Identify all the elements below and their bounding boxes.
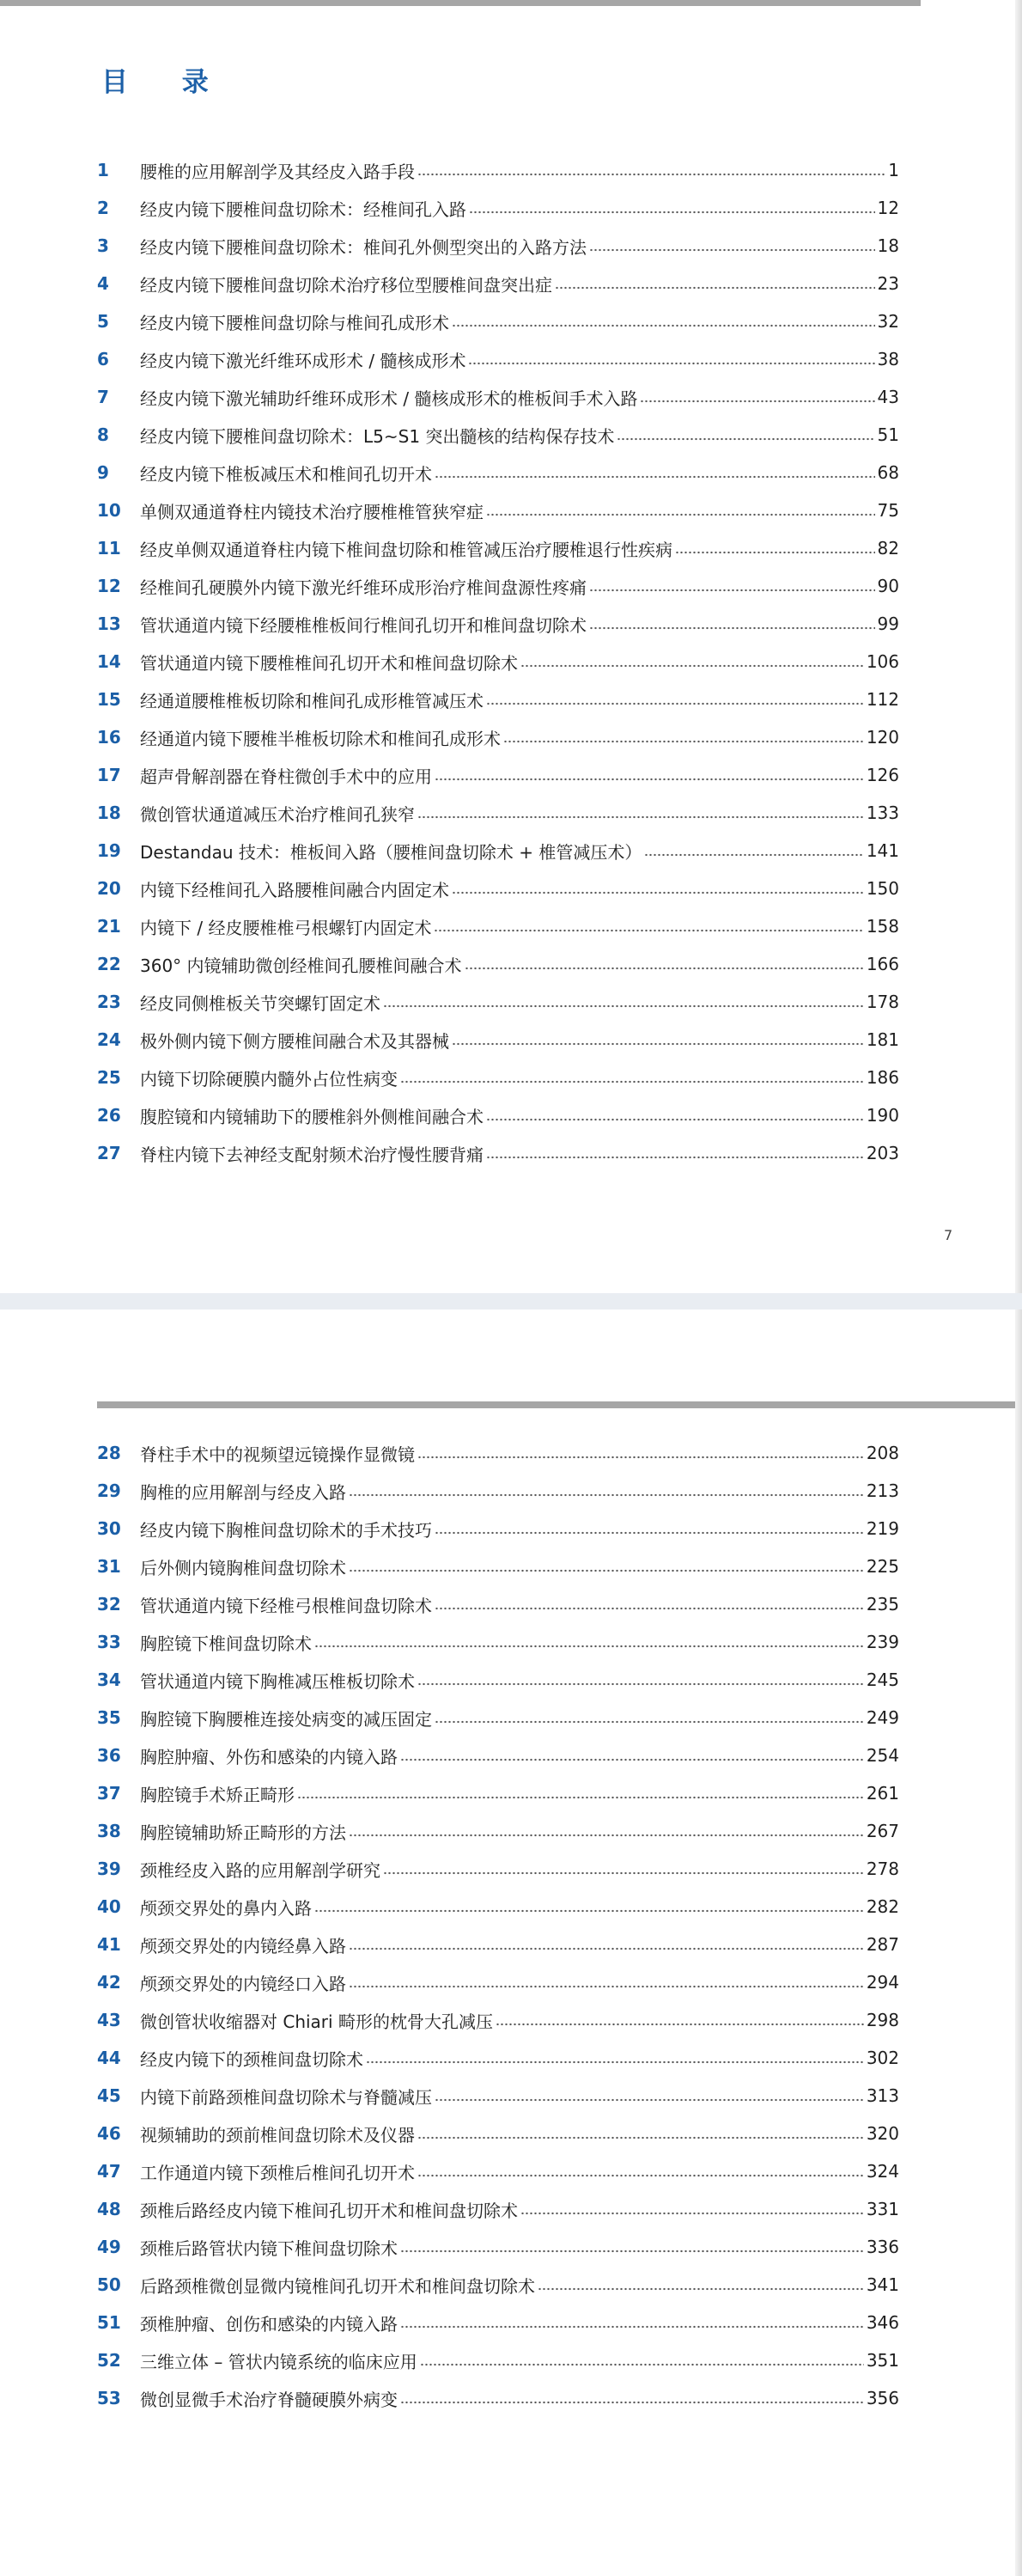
chapter-title: 颈椎后路经皮内镜下椎间孔切开术和椎间盘切除术 <box>140 2200 518 2221</box>
chapter-number: 9 <box>97 462 109 483</box>
chapter-page: 32 <box>877 311 899 332</box>
chapter-number: 49 <box>97 2237 121 2257</box>
dot-leader <box>400 1747 864 1764</box>
dot-leader <box>400 1069 864 1086</box>
chapter-title: 内镜下前路颈椎间盘切除术与脊髓减压 <box>140 2086 432 2108</box>
chapter-title: 颅颈交界处的鼻内入路 <box>140 1897 312 1919</box>
dot-leader <box>435 1520 864 1537</box>
chapter-page: 213 <box>866 1480 899 1501</box>
chapter-number: 3 <box>97 235 109 256</box>
dot-leader <box>349 1822 864 1840</box>
chapter-page: 43 <box>877 387 899 407</box>
toc-entry[interactable] <box>97 832 899 870</box>
toc-entry[interactable] <box>97 491 899 529</box>
dot-leader <box>417 162 885 179</box>
chapter-page: 267 <box>866 1821 899 1841</box>
chapter-page: 287 <box>866 1934 899 1955</box>
chapter-title: 超声骨解剖器在脊柱微创手术中的应用 <box>140 766 432 787</box>
toc-entry[interactable] <box>97 265 899 302</box>
toc-entry[interactable] <box>97 567 899 605</box>
chapter-number: 51 <box>97 2312 121 2333</box>
dot-leader <box>417 804 864 821</box>
chapter-page: 75 <box>877 500 899 521</box>
dot-leader <box>435 464 875 481</box>
dot-leader <box>420 2352 864 2369</box>
chapter-page: 313 <box>866 2085 899 2106</box>
toc-entry[interactable] <box>97 1585 899 1623</box>
chapter-number: 22 <box>97 954 121 974</box>
chapter-title: 经椎间孔硬膜外内镜下激光纤维环成形治疗椎间盘源性疼痛 <box>140 577 587 598</box>
dot-leader <box>503 729 864 746</box>
chapter-page: 158 <box>866 916 899 937</box>
chapter-number: 21 <box>97 916 121 937</box>
chapter-title: 腰椎的应用解剖学及其经皮入路手段 <box>140 161 415 182</box>
chapter-page: 18 <box>877 235 899 256</box>
chapter-number: 18 <box>97 803 121 823</box>
toc-entry[interactable] <box>97 870 899 907</box>
header-rule <box>0 0 921 6</box>
chapter-number: 11 <box>97 538 121 559</box>
dot-leader <box>417 2125 864 2142</box>
dot-leader <box>349 1482 864 1499</box>
toc-entry[interactable] <box>97 2152 899 2190</box>
chapter-number: 48 <box>97 2199 121 2219</box>
chapter-page: 23 <box>877 273 899 294</box>
chapter-page: 324 <box>866 2161 899 2182</box>
chapter-page: 341 <box>866 2274 899 2295</box>
chapter-page: 181 <box>866 1029 899 1050</box>
chapter-page: 278 <box>866 1859 899 1879</box>
dot-leader <box>520 2201 864 2218</box>
chapter-page: 82 <box>877 538 899 559</box>
chapter-title: 脊柱手术中的视频望远镜操作显微镜 <box>140 1444 415 1465</box>
toc-list <box>97 151 899 1172</box>
chapter-number: 42 <box>97 1972 121 1993</box>
toc-entry[interactable] <box>97 227 899 265</box>
dot-leader <box>366 2049 864 2066</box>
toc-entry[interactable] <box>97 2379 899 2417</box>
dot-leader <box>469 199 875 217</box>
chapter-page: 68 <box>877 462 899 483</box>
chapter-title: 经皮内镜下椎板减压术和椎间孔切开术 <box>140 463 432 485</box>
dot-leader <box>349 1558 864 1575</box>
chapter-page: 261 <box>866 1783 899 1804</box>
chapter-number: 40 <box>97 1896 121 1917</box>
toc-entry[interactable] <box>97 1059 899 1096</box>
chapter-page: 336 <box>866 2237 899 2257</box>
chapter-page: 302 <box>866 2048 899 2068</box>
chapter-number: 30 <box>97 1518 121 1539</box>
chapter-number: 1 <box>97 160 109 180</box>
dot-leader <box>349 1974 864 1991</box>
dot-leader <box>644 842 863 859</box>
dot-leader <box>486 691 864 708</box>
dot-leader <box>297 1785 864 1802</box>
chapter-title: 经皮内镜下腰椎间盘切除术：L5~S1 突出髓核的结构保存技术 <box>140 425 615 447</box>
chapter-page: 190 <box>866 1105 899 1126</box>
toc-entry[interactable] <box>97 1963 899 2001</box>
chapter-title: 经皮内镜下腰椎间盘切除术：经椎间孔入路 <box>140 198 466 220</box>
chapter-title: 360° 内镜辅助微创经椎间孔腰椎间融合术 <box>140 955 462 976</box>
chapter-number: 34 <box>97 1670 121 1690</box>
chapter-title: 视频辅助的颈前椎间盘切除术及仪器 <box>140 2124 415 2146</box>
toc-entry[interactable] <box>97 189 899 227</box>
toc-entry[interactable] <box>97 2001 899 2039</box>
chapter-number: 47 <box>97 2161 121 2182</box>
chapter-number: 39 <box>97 1859 121 1879</box>
chapter-number: 4 <box>97 273 109 294</box>
chapter-title: 颅颈交界处的内镜经口入路 <box>140 1973 346 1994</box>
chapter-number: 52 <box>97 2350 121 2371</box>
chapter-title: 极外侧内镜下侧方腰椎间融合术及其器械 <box>140 1030 449 1052</box>
dot-leader <box>496 2011 864 2029</box>
dot-leader <box>486 1107 864 1124</box>
chapter-page: 294 <box>866 1972 899 1993</box>
toc-entry[interactable] <box>97 2304 899 2341</box>
dot-leader <box>417 1671 864 1688</box>
toc-entry[interactable] <box>97 2341 899 2379</box>
chapter-number: 36 <box>97 1745 121 1766</box>
chapter-title: 工作通道内镜下颈椎后椎间孔切开术 <box>140 2162 415 2183</box>
chapter-number: 44 <box>97 2048 121 2068</box>
dot-leader <box>452 1031 864 1048</box>
chapter-title: 内镜下切除硬膜内髓外占位性病变 <box>140 1068 398 1090</box>
chapter-page: 219 <box>866 1518 899 1539</box>
chapter-title: 颅颈交界处的内镜经鼻入路 <box>140 1935 346 1956</box>
toc-entry[interactable] <box>97 2039 899 2077</box>
chapter-number: 20 <box>97 878 121 899</box>
chapter-page: 225 <box>866 1556 899 1577</box>
dot-leader <box>486 502 875 519</box>
dot-leader <box>640 388 874 406</box>
toc-entry[interactable] <box>97 416 899 454</box>
chapter-title: 腹腔镜和内镜辅助下的腰椎斜外侧椎间融合术 <box>140 1106 484 1127</box>
dot-leader <box>349 1936 864 1953</box>
toc-entry[interactable] <box>97 756 899 794</box>
chapter-number: 38 <box>97 1821 121 1841</box>
chapter-title: Destandau 技术：椎板间入路（腰椎间盘切除术 + 椎管减压术） <box>140 841 642 863</box>
chapter-number: 6 <box>97 349 109 369</box>
chapter-title: 经皮同侧椎板关节突螺钉固定术 <box>140 992 380 1014</box>
toc-entry[interactable] <box>97 2115 899 2152</box>
toc-entry[interactable] <box>97 1774 899 1812</box>
toc-entry[interactable] <box>97 529 899 567</box>
chapter-number: 37 <box>97 1783 121 1804</box>
toc-entry[interactable] <box>97 1434 899 1472</box>
chapter-number: 16 <box>97 727 121 748</box>
chapter-number: 17 <box>97 765 121 785</box>
chapter-number: 24 <box>97 1029 121 1050</box>
chapter-title: 后路颈椎微创显微内镜椎间孔切开术和椎间盘切除术 <box>140 2275 535 2297</box>
chapter-number: 35 <box>97 1707 121 1728</box>
chapter-page: 249 <box>866 1707 899 1728</box>
chapter-number: 43 <box>97 2010 121 2030</box>
chapter-number: 25 <box>97 1067 121 1088</box>
chapter-number: 31 <box>97 1556 121 1577</box>
chapter-page: 112 <box>866 689 899 710</box>
chapter-page: 126 <box>866 765 899 785</box>
toc-entry[interactable] <box>97 794 899 832</box>
chapter-page: 120 <box>866 727 899 748</box>
chapter-title: 胸腔镜下椎间盘切除术 <box>140 1633 312 1654</box>
toc-entry[interactable] <box>97 1926 899 1963</box>
dot-leader <box>465 955 864 973</box>
chapter-page: 282 <box>866 1896 899 1917</box>
dot-leader <box>314 1898 864 1915</box>
dot-leader <box>452 313 875 330</box>
chapter-title: 经皮内镜下腰椎间盘切除与椎间孔成形术 <box>140 312 449 333</box>
chapter-title: 三维立体 – 管状内镜系统的临床应用 <box>140 2351 417 2372</box>
chapter-title: 管状通道内镜下胸椎减压椎板切除术 <box>140 1670 415 1692</box>
chapter-page: 245 <box>866 1670 899 1690</box>
dot-leader <box>400 2238 864 2256</box>
toc-list <box>97 1434 899 2417</box>
toc-entry[interactable] <box>97 643 899 681</box>
toc-entry[interactable] <box>97 1888 899 1926</box>
chapter-title: 经皮内镜下腰椎间盘切除术：椎间孔外侧型突出的入路方法 <box>140 236 587 258</box>
chapter-page: 186 <box>866 1067 899 1088</box>
chapter-page: 254 <box>866 1745 899 1766</box>
dot-leader <box>435 1596 864 1613</box>
page-number: 7 <box>944 1227 953 1243</box>
chapter-number: 12 <box>97 576 121 596</box>
toc-entry[interactable] <box>97 378 899 416</box>
chapter-number: 7 <box>97 387 109 407</box>
chapter-title: 脊柱内镜下去神经支配射频术治疗慢性腰背痛 <box>140 1144 484 1165</box>
chapter-page: 133 <box>866 803 899 823</box>
chapter-page: 203 <box>866 1143 899 1163</box>
chapter-title: 胸腔镜手术矫正畸形 <box>140 1784 295 1805</box>
dot-leader <box>675 540 875 557</box>
chapter-page: 356 <box>866 2388 899 2408</box>
toc-entry[interactable] <box>97 302 899 340</box>
chapter-number: 46 <box>97 2123 121 2144</box>
chapter-number: 23 <box>97 992 121 1012</box>
chapter-title: 胸椎的应用解剖与经皮入路 <box>140 1481 346 1503</box>
chapter-title: 经皮内镜下激光辅助纤维环成形术 / 髓核成形术的椎板间手术入路 <box>140 388 638 409</box>
chapter-page: 235 <box>866 1594 899 1615</box>
chapter-page: 331 <box>866 2199 899 2219</box>
chapter-title: 微创管状收缩器对 Chiari 畸形的枕骨大孔减压 <box>140 2011 493 2032</box>
dot-leader <box>435 766 864 784</box>
chapter-page: 320 <box>866 2123 899 2144</box>
chapter-title: 经皮内镜下胸椎间盘切除术的手术技巧 <box>140 1519 432 1541</box>
toc-entry[interactable] <box>97 1547 899 1585</box>
chapter-page: 99 <box>877 613 899 634</box>
dot-leader <box>435 2087 864 2104</box>
chapter-number: 27 <box>97 1143 121 1163</box>
dot-leader <box>452 880 864 897</box>
chapter-page: 178 <box>866 992 899 1012</box>
chapter-number: 2 <box>97 198 109 218</box>
dot-leader <box>468 351 874 368</box>
chapter-title: 微创管状通道减压术治疗椎间孔狭窄 <box>140 803 415 825</box>
chapter-page: 351 <box>866 2350 899 2371</box>
chapter-number: 45 <box>97 2085 121 2106</box>
chapter-number: 53 <box>97 2388 121 2408</box>
toc-entry[interactable] <box>97 1472 899 1510</box>
chapter-page: 106 <box>866 651 899 672</box>
toc-entry[interactable] <box>97 1812 899 1850</box>
toc-entry[interactable] <box>97 340 899 378</box>
dot-leader <box>589 237 875 254</box>
toc-entry[interactable] <box>97 1661 899 1699</box>
header-rule <box>97 1401 1022 1408</box>
chapter-number: 29 <box>97 1480 121 1501</box>
chapter-number: 15 <box>97 689 121 710</box>
toc-entry[interactable] <box>97 945 899 983</box>
chapter-title: 颈椎肿瘤、创伤和感染的内镜入路 <box>140 2313 398 2335</box>
chapter-title: 胸腔肿瘤、外伤和感染的内镜入路 <box>140 1746 398 1767</box>
toc-entry[interactable] <box>97 1134 899 1172</box>
toc-entry[interactable] <box>97 907 899 945</box>
chapter-page: 90 <box>877 576 899 596</box>
dot-leader <box>520 653 864 670</box>
chapter-title: 内镜下经椎间孔入路腰椎间融合内固定术 <box>140 879 449 900</box>
dot-leader <box>589 577 875 595</box>
chapter-title: 经皮内镜下腰椎间盘切除术治疗移位型腰椎间盘突出症 <box>140 274 552 296</box>
toc-page-2 <box>0 1309 1022 2576</box>
chapter-title: 颈椎后路管状内镜下椎间盘切除术 <box>140 2237 398 2259</box>
chapter-title: 经皮内镜下的颈椎间盘切除术 <box>140 2048 363 2070</box>
toc-entry[interactable] <box>97 1021 899 1059</box>
toc-entry[interactable] <box>97 2266 899 2304</box>
dot-leader <box>417 2163 864 2180</box>
chapter-page: 166 <box>866 954 899 974</box>
toc-entry[interactable] <box>97 718 899 756</box>
chapter-number: 5 <box>97 311 109 332</box>
chapter-title: 经通道内镜下腰椎半椎板切除术和椎间孔成形术 <box>140 728 501 749</box>
dot-leader <box>617 426 874 443</box>
dot-leader <box>589 615 875 632</box>
dot-leader <box>538 2276 864 2293</box>
chapter-title: 单侧双通道脊柱内镜技术治疗腰椎椎管狭窄症 <box>140 501 484 522</box>
chapter-number: 10 <box>97 500 121 521</box>
chapter-number: 41 <box>97 1934 121 1955</box>
chapter-title: 管状通道内镜下经椎弓根椎间盘切除术 <box>140 1595 432 1616</box>
toc-entry[interactable] <box>97 983 899 1021</box>
toc-entry[interactable] <box>97 2077 899 2115</box>
chapter-title: 经皮内镜下激光纤维环成形术 / 髓核成形术 <box>140 350 466 371</box>
dot-leader <box>417 1444 864 1462</box>
chapter-number: 50 <box>97 2274 121 2295</box>
dot-leader <box>434 918 863 935</box>
chapter-title: 经通道腰椎椎板切除和椎间孔成形椎管减压术 <box>140 690 484 711</box>
chapter-page: 1 <box>888 160 899 180</box>
chapter-title: 经皮单侧双通道脊柱内镜下椎间盘切除和椎管减压治疗腰椎退行性疾病 <box>140 539 672 560</box>
chapter-number: 32 <box>97 1594 121 1615</box>
toc-entry[interactable] <box>97 1510 899 1547</box>
dot-leader <box>400 2390 864 2407</box>
toc-entry[interactable] <box>97 1850 899 1888</box>
toc-entry[interactable] <box>97 1623 899 1661</box>
chapter-page: 208 <box>866 1443 899 1463</box>
dot-leader <box>555 275 875 292</box>
chapter-title: 胸腔镜下胸腰椎连接处病变的减压固定 <box>140 1708 432 1730</box>
chapter-number: 28 <box>97 1443 121 1463</box>
chapter-number: 33 <box>97 1632 121 1652</box>
dot-leader <box>314 1633 864 1651</box>
chapter-title: 管状通道内镜下腰椎椎间孔切开术和椎间盘切除术 <box>140 652 518 674</box>
dot-leader <box>435 1709 864 1726</box>
chapter-title: 胸腔镜辅助矫正畸形的方法 <box>140 1822 346 1843</box>
chapter-number: 19 <box>97 840 121 861</box>
chapter-title: 管状通道内镜下经腰椎椎板间行椎间孔切开和椎间盘切除术 <box>140 614 587 636</box>
toc-entry[interactable] <box>97 605 899 643</box>
dot-leader <box>400 2314 864 2331</box>
chapter-number: 13 <box>97 613 121 634</box>
chapter-page: 141 <box>866 840 899 861</box>
chapter-title: 后外侧内镜胸椎间盘切除术 <box>140 1557 346 1578</box>
chapter-page: 12 <box>877 198 899 218</box>
page-edge <box>1015 1309 1022 2576</box>
chapter-number: 14 <box>97 651 121 672</box>
chapter-page: 51 <box>877 424 899 445</box>
chapter-page: 150 <box>866 878 899 899</box>
toc-entry[interactable] <box>97 454 899 491</box>
chapter-title: 颈椎经皮入路的应用解剖学研究 <box>140 1859 380 1881</box>
toc-title: 目 录 <box>101 67 231 98</box>
dot-leader <box>383 1860 864 1877</box>
page-edge <box>1015 0 1022 1293</box>
toc-entry[interactable] <box>97 1096 899 1134</box>
chapter-page: 346 <box>866 2312 899 2333</box>
toc-entry[interactable] <box>97 2190 899 2228</box>
dot-leader <box>383 993 864 1010</box>
dot-leader <box>486 1145 864 1162</box>
chapter-number: 26 <box>97 1105 121 1126</box>
chapter-page: 239 <box>866 1632 899 1652</box>
chapter-title: 内镜下 / 经皮腰椎椎弓根螺钉内固定术 <box>140 917 432 938</box>
toc-entry[interactable] <box>97 681 899 718</box>
toc-entry[interactable] <box>97 1737 899 1774</box>
toc-entry[interactable] <box>97 151 899 189</box>
toc-entry[interactable] <box>97 2228 899 2266</box>
chapter-page: 38 <box>877 349 899 369</box>
chapter-title: 微创显微手术治疗脊髓硬膜外病变 <box>140 2389 398 2410</box>
chapter-number: 8 <box>97 424 109 445</box>
chapter-page: 298 <box>866 2010 899 2030</box>
toc-entry[interactable] <box>97 1699 899 1737</box>
